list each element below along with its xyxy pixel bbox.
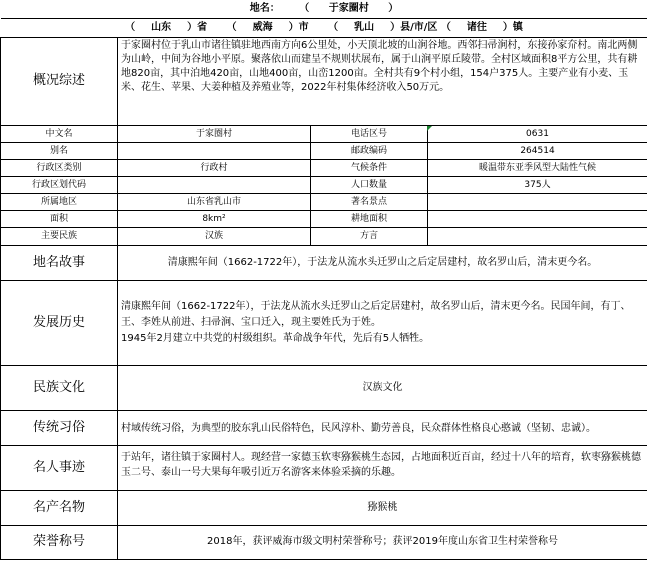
info-value: 暖温带东亚季风型大陆性气候 — [428, 159, 647, 176]
county: 乳山 — [354, 21, 375, 33]
section-label: 名人事迹 — [1, 445, 118, 490]
town-suffix: 镇 — [512, 21, 523, 33]
info-value: 8km² — [118, 210, 311, 227]
city-suffix: 市 — [298, 21, 309, 33]
info-row-6 — [1, 227, 647, 245]
info-label: 面积 — [1, 210, 118, 227]
section-label: 荣誉称号 — [1, 525, 118, 559]
section-text: 清康熙年间（1662-1722年），于法龙从流水头迁罗山之后定居建村，故名罗山后，清末更今名。 — [118, 245, 647, 280]
info-label: 人口数量 — [311, 176, 428, 193]
history-paragraph: 清康熙年间（1662-1722年），于法龙从流水头迁罗山之后定居建村，故名罗山后，清末更今名。民国年间，有丁、王、李姓从前进、扫帚涧、宝口迁入，现主要姓氏为于姓。 — [121, 301, 631, 328]
info-value — [428, 227, 647, 245]
section-label: 民族文化 — [1, 365, 118, 410]
overview-label: 概况综述 — [1, 37, 118, 125]
title-row — [1, 0, 647, 18]
info-value — [428, 193, 647, 210]
cell-comment-marker-icon — [427, 126, 432, 131]
info-value: 于家圈村 — [118, 125, 311, 142]
info-value: 375人 — [428, 176, 647, 193]
info-label: 别名 — [1, 142, 118, 159]
info-row-1 — [1, 142, 647, 159]
info-label: 著名景点 — [311, 193, 428, 210]
info-label: 主要民族 — [1, 227, 118, 245]
info-value — [118, 176, 311, 193]
info-row-3 — [1, 176, 647, 193]
info-label: 方言 — [311, 227, 428, 245]
address-row — [1, 18, 647, 37]
info-label: 所属地区 — [1, 193, 118, 210]
section-row-specialties — [1, 490, 647, 525]
section-row-notable-people — [1, 445, 647, 490]
section-text: 村域传统习俗，为典型的胶东乳山民俗特色，民风淳朴、勤劳善良，民众群体性格良心憨诚（坚韧、忠诚）。 — [118, 410, 647, 445]
section-label: 发展历史 — [1, 280, 118, 365]
info-row-0 — [1, 125, 647, 142]
county-suffix: 县/市/区 — [400, 21, 438, 33]
info-row-4 — [1, 193, 647, 210]
place-name: 于家圈村 — [328, 2, 369, 14]
province-suffix: 省 — [197, 21, 208, 33]
section-text: 于站年，诸往镇于家圈村人。现经营一家德玉软枣猕猴桃生态园，占地面积近百亩，经过十八年的培育，软枣猕猴桃德玉二号、泰山一号大果每年吸引近万名游客来体验采摘的乐趣。 — [118, 445, 647, 490]
overview-row — [1, 37, 647, 125]
info-label: 邮政编码 — [311, 142, 428, 159]
info-label: 中文名 — [1, 125, 118, 142]
section-row-honors — [1, 525, 647, 559]
address-line: （ 山东 ）省 （ 威海 ）市 （ 乳山 ）县/市/区 （ 诸往 ）镇 — [1, 18, 647, 37]
section-label: 传统习俗 — [1, 410, 118, 445]
info-value — [118, 142, 311, 159]
info-label: 气候条件 — [311, 159, 428, 176]
section-text: 猕猴桃 — [118, 490, 647, 525]
town: 诸往 — [466, 21, 487, 33]
info-value — [428, 210, 647, 227]
info-label: 行政区划代码 — [1, 176, 118, 193]
section-row-place-story — [1, 245, 647, 280]
info-value: 行政村 — [118, 159, 311, 176]
info-value: 汉族 — [118, 227, 311, 245]
info-label: 耕地面积 — [311, 210, 428, 227]
info-row-2 — [1, 159, 647, 176]
section-text: 汉族文化 — [118, 365, 647, 410]
place-name-title: 地名： （ 于家圈村 ） — [1, 0, 647, 18]
section-row-history — [1, 280, 647, 365]
history-paragraph: 1945年2月建立中共党的村级组织。革命战争年代，先后有5人牺牲。 — [121, 333, 430, 344]
section-text — [118, 280, 647, 365]
info-label: 行政区类别 — [1, 159, 118, 176]
province: 山东 — [151, 21, 172, 33]
info-row-5 — [1, 210, 647, 227]
info-value: 0631 — [428, 125, 647, 142]
info-value: 264514 — [428, 142, 647, 159]
section-text: 2018年，获评威海市级文明村荣誉称号；获评2019年度山东省卫生村荣誉称号 — [118, 525, 647, 559]
section-label: 名产名物 — [1, 490, 118, 525]
place-label: 地名： — [249, 2, 280, 14]
info-label: 电话区号 — [311, 125, 428, 142]
section-row-customs — [1, 410, 647, 445]
info-value: 山东省乳山市 — [118, 193, 311, 210]
overview-text: 于家圈村位于乳山市诸往镇驻地西南方向6公里处，小天顶北坡的山涧谷地。西邻扫帚涧村，东接孙家夼村。南北两侧为山岭，中间为谷地小平原。聚落依山而建呈不规则状展布，属于山涧平原丘陵带。全村区域面积8平方公里，共有耕地820亩，其中泊地420亩，山地400亩，山峦1200亩。全村共有9个村小组，154户375人。主要产业有小麦、玉米、花生、苹果、大姜种植及养殖业等，2022年村集体经济收入50万元。 — [118, 37, 647, 125]
section-label: 地名故事 — [1, 245, 118, 280]
section-row-ethnic-culture — [1, 365, 647, 410]
city: 威海 — [252, 21, 273, 33]
